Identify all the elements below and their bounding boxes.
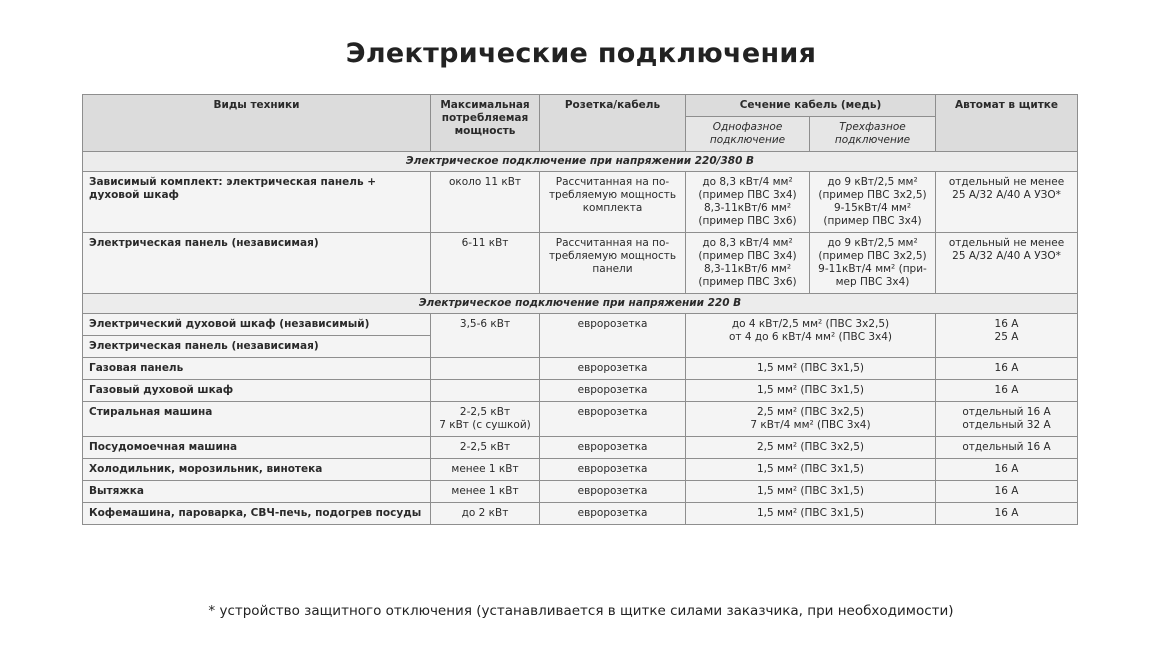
section-label: Электрическое подключение при напряжении 220 В — [83, 294, 1078, 314]
table-row — [83, 233, 1078, 294]
equipment-name: Газовый духовой шкаф — [83, 380, 431, 402]
header-cable-section: Сечение кабель (медь) — [686, 95, 936, 117]
cable-cell: до 4 кВт/2,5 мм² (ПВС 3х2,5) от 4 до 6 кВт/4 мм² (ПВС 3х4) — [686, 314, 936, 358]
breaker-cell: 16 А — [936, 380, 1078, 402]
power-cell: 6-11 кВт — [431, 233, 540, 294]
table-row — [83, 459, 1078, 481]
cable-cell: 1,5 мм² (ПВС 3х1,5) — [686, 481, 936, 503]
breaker-cell: отдельный 16 А отдельный 32 А — [936, 402, 1078, 437]
cable-cell: 2,5 мм² (ПВС 3х2,5) — [686, 437, 936, 459]
equipment-name: Электрическая панель (независимая) — [83, 336, 431, 358]
socket-cell: Рассчитанная на по- требляемую мощность панели — [540, 233, 686, 294]
table-row — [83, 503, 1078, 525]
table-row — [83, 437, 1078, 459]
breaker-cell: 16 А — [936, 459, 1078, 481]
socket-cell: евророзетка — [540, 358, 686, 380]
header-single-phase: Однофазное подключение — [686, 117, 810, 152]
equipment-name: Газовая панель — [83, 358, 431, 380]
equipment-name: Вытяжка — [83, 481, 431, 503]
equipment-name: Холодильник, морозильник, винотека — [83, 459, 431, 481]
header-power: Максимальная потребляемая мощность — [431, 95, 540, 152]
table-row — [83, 402, 1078, 437]
section-row-220-380 — [83, 152, 1078, 172]
header-three-phase: Трехфазное подключение — [810, 117, 936, 152]
power-cell — [431, 358, 540, 380]
socket-cell: евророзетка — [540, 380, 686, 402]
connections-table — [82, 94, 1078, 525]
header-socket: Розетка/кабель — [540, 95, 686, 152]
section-label: Электрическое подключение при напряжении 220/380 В — [83, 152, 1078, 172]
single-phase-cell: до 8,3 кВт/4 мм² (пример ПВС 3х4) 8,3-11кВт/6 мм² (пример ПВС 3х6) — [686, 172, 810, 233]
socket-cell: евророзетка — [540, 437, 686, 459]
page-title: Электрические подключения — [345, 38, 817, 69]
three-phase-cell: до 9 кВт/2,5 мм² (пример ПВС 3х2,5) 9-11кВт/4 мм² (при- мер ПВС 3х4) — [810, 233, 936, 294]
table-row — [83, 314, 1078, 336]
cable-cell: 1,5 мм² (ПВС 3х1,5) — [686, 459, 936, 481]
section-row-220 — [83, 294, 1078, 314]
socket-cell: евророзетка — [540, 459, 686, 481]
socket-cell: евророзетка — [540, 402, 686, 437]
socket-cell: Рассчитанная на по- требляемую мощность комплекта — [540, 172, 686, 233]
breaker-cell: 16 А — [936, 358, 1078, 380]
table-row — [83, 380, 1078, 402]
equipment-name: Стиральная машина — [83, 402, 431, 437]
single-phase-cell: до 8,3 кВт/4 мм² (пример ПВС 3х4) 8,3-11кВт/6 мм² (пример ПВС 3х6) — [686, 233, 810, 294]
equipment-name: Зависимый комплект: электрическая панель + духовой шкаф — [83, 172, 431, 233]
breaker-cell: отдельный 16 А — [936, 437, 1078, 459]
table-row — [83, 358, 1078, 380]
power-cell: менее 1 кВт — [431, 459, 540, 481]
breaker-cell: 16 А 25 А — [936, 314, 1078, 358]
table-row — [83, 481, 1078, 503]
breaker-cell: 16 А — [936, 503, 1078, 525]
connections-table-wrapper — [82, 94, 1077, 525]
power-cell: около 11 кВт — [431, 172, 540, 233]
power-cell — [431, 380, 540, 402]
equipment-name: Посудомоечная машина — [83, 437, 431, 459]
breaker-cell: отдельный не менее 25 А/32 А/40 А УЗО* — [936, 233, 1078, 294]
socket-cell: евророзетка — [540, 314, 686, 358]
breaker-cell: 16 А — [936, 481, 1078, 503]
power-cell: менее 1 кВт — [431, 481, 540, 503]
equipment-name: Электрический духовой шкаф (независимый) — [83, 314, 431, 336]
header-equipment: Виды техники — [83, 95, 431, 152]
cable-cell: 1,5 мм² (ПВС 3х1,5) — [686, 358, 936, 380]
cable-cell: 2,5 мм² (ПВС 3х2,5) 7 кВт/4 мм² (ПВС 3х4) — [686, 402, 936, 437]
header-row — [83, 95, 1078, 117]
power-cell: 3,5-6 кВт — [431, 314, 540, 358]
power-cell: 2-2,5 кВт — [431, 437, 540, 459]
cable-cell: 1,5 мм² (ПВС 3х1,5) — [686, 503, 936, 525]
socket-cell: евророзетка — [540, 503, 686, 525]
footnote: * устройство защитного отключения (устанавливается в щитке силами заказчика, при необходимости) — [208, 603, 954, 619]
power-cell: 2-2,5 кВт 7 кВт (с сушкой) — [431, 402, 540, 437]
table-row — [83, 172, 1078, 233]
equipment-name: Кофемашина, пароварка, СВЧ-печь, подогрев посуды — [83, 503, 431, 525]
equipment-name: Электрическая панель (независимая) — [83, 233, 431, 294]
three-phase-cell: до 9 кВт/2,5 мм² (пример ПВС 3х2,5) 9-15кВт/4 мм² (пример ПВС 3х4) — [810, 172, 936, 233]
cable-cell: 1,5 мм² (ПВС 3х1,5) — [686, 380, 936, 402]
header-breaker: Автомат в щитке — [936, 95, 1078, 152]
power-cell: до 2 кВт — [431, 503, 540, 525]
breaker-cell: отдельный не менее 25 А/32 А/40 А УЗО* — [936, 172, 1078, 233]
socket-cell: евророзетка — [540, 481, 686, 503]
